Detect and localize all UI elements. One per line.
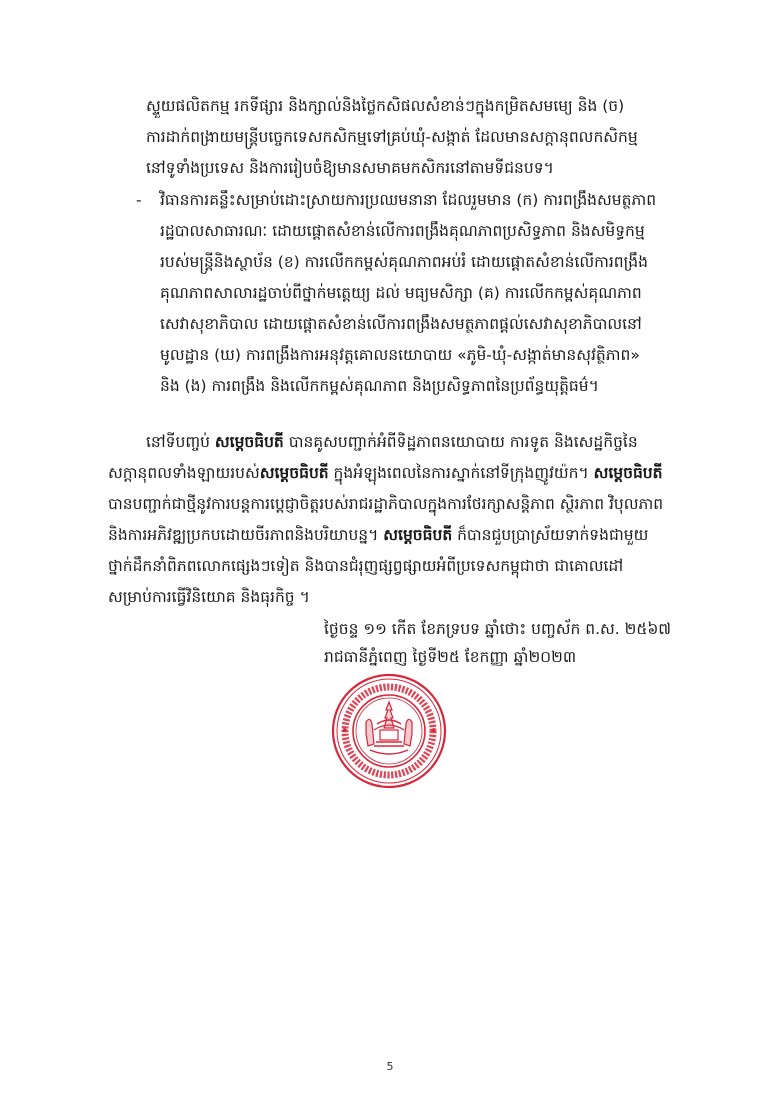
text: វិធានការគន្លឹះសម្រាប់ដោះស្រាយការប្រឈមនានា ដែលរួមមាន (ក) ការពង្រឹងសមត្ថភាព (160, 191, 657, 209)
bold-title: សម្តេចធិបតី (383, 526, 453, 544)
text: គុណភាពសាលារដ្ឋចាប់ពីថ្នាក់មត្តេយ្យ ដល់ មធ្យមសិក្សា (គ) ការលើកកម្ពស់គុណភាព (160, 284, 642, 302)
text: របស់មន្ត្រីនិងស្ថាប័ន (ខ) ការលើកកម្ពស់គុណភាពអប់រំ ដោយផ្តោតសំខាន់លើការពង្រឹង (160, 253, 648, 271)
text: បានគូសបញ្ជាក់អំពីទិដ្ឋភាពនយោបាយ ការទូត និងសេដ្ឋកិច្ចនៃ (283, 433, 638, 451)
official-seal (330, 672, 448, 790)
bold-title: សម្តេចធិបតី (259, 464, 329, 482)
date-text: ថ្ងៃចន្ទ ១១ កើត ខែភទ្របទ ឆ្នាំថោះ បញ្ចស័ក ព.ស. ២៥៦៧ (324, 620, 672, 638)
text: បានបញ្ជាក់ជាថ្មីនូវការបន្តការប្តេជ្ញាចិត្តរបស់រាជរដ្ឋាភិបាលក្នុងការថែរក្សាសន្តិភាព ស្ថិរភាព វិបុលភាព (108, 495, 664, 513)
text: ស្ទួយផលិតកម្ម រកទីផ្សារ និងក្សាល់និងថ្លៃកសិផលសំខាន់ៗក្នុងកម្រិតសមម្យេ និង (ច) (146, 97, 625, 115)
text: និងការអភិវឌ្ឍប្រកបដោយចីរភាពនិងបរិយាបន្ន។ (108, 526, 384, 544)
text: នៅទីបញ្ចប់ (146, 433, 215, 451)
bold-title: សម្តេចធិបតី (593, 464, 663, 482)
bullet-marker: - (136, 191, 142, 209)
text: សក្តានុពលទាំងឡាយរបស់ (108, 464, 260, 482)
text: រដ្ឋបាលសាធារណៈ ដោយផ្តោតសំខាន់លើការពង្រឹងគុណភាពប្រសិទ្ធភាព និងសមិទ្ធកម្ម (160, 222, 645, 240)
text: នៅទូទាំងប្រទេស និងការរៀបចំឱ្យមានសមាគមកសិករនៅតាមទីជនបទ។ (146, 159, 554, 177)
text: ក៏បានជួបប្រាស្រ័យទាក់ទងជាមួយ (452, 526, 649, 544)
text: ថ្នាក់ដឹកនាំពិភពលោកផ្សេងៗទៀត និងបានជំរុញផ្សព្វផ្សាយអំពីប្រទេសកម្ពុជាថា ជាគោលដៅ (108, 557, 624, 575)
text: សម្រាប់ការធ្វើវិនិយោគ និងធុរកិច្ច ។ (108, 588, 310, 606)
seal-icon (330, 672, 448, 790)
text: សេវាសុខាភិបាល ដោយផ្តោតសំខាន់លើការពង្រឹងសមត្ថភាពផ្តល់សេវាសុខាភិបាលនៅ (160, 315, 642, 333)
text: ការដាក់ពង្រាយមន្ត្រីបច្ចេកទេសកសិកម្មទៅគ្រប់ឃុំ-សង្កាត់ ដែលមានសក្ដានុពលកសិកម្ម (146, 128, 638, 146)
text: ក្នុងអំឡុងពេលនៃការស្នាក់នៅទីក្រុងញូវយ៉ក។ (328, 464, 594, 482)
page-number: 5 (386, 1060, 394, 1073)
text: និង (ង) ការពង្រឹង និងលើកកម្ពស់គុណភាព និងប្រសិទ្ធភាពនៃប្រព័ន្ធយុត្តិធម៌។ (160, 377, 599, 395)
text: មូលដ្ឋាន (ឃ) ការពង្រឹងការអនុវត្តគោលនយោបាយ «ភូមិ-ឃុំ-សង្កាត់មានសុវត្ថិភាព» (160, 346, 640, 364)
place-date-text: រាជធានីភ្នំពេញ ថ្ងៃទី២៥ ខែកញ្ញា ឆ្នាំ២០២៣ (324, 648, 577, 666)
bold-title: សម្តេចធិបតី (214, 433, 284, 451)
